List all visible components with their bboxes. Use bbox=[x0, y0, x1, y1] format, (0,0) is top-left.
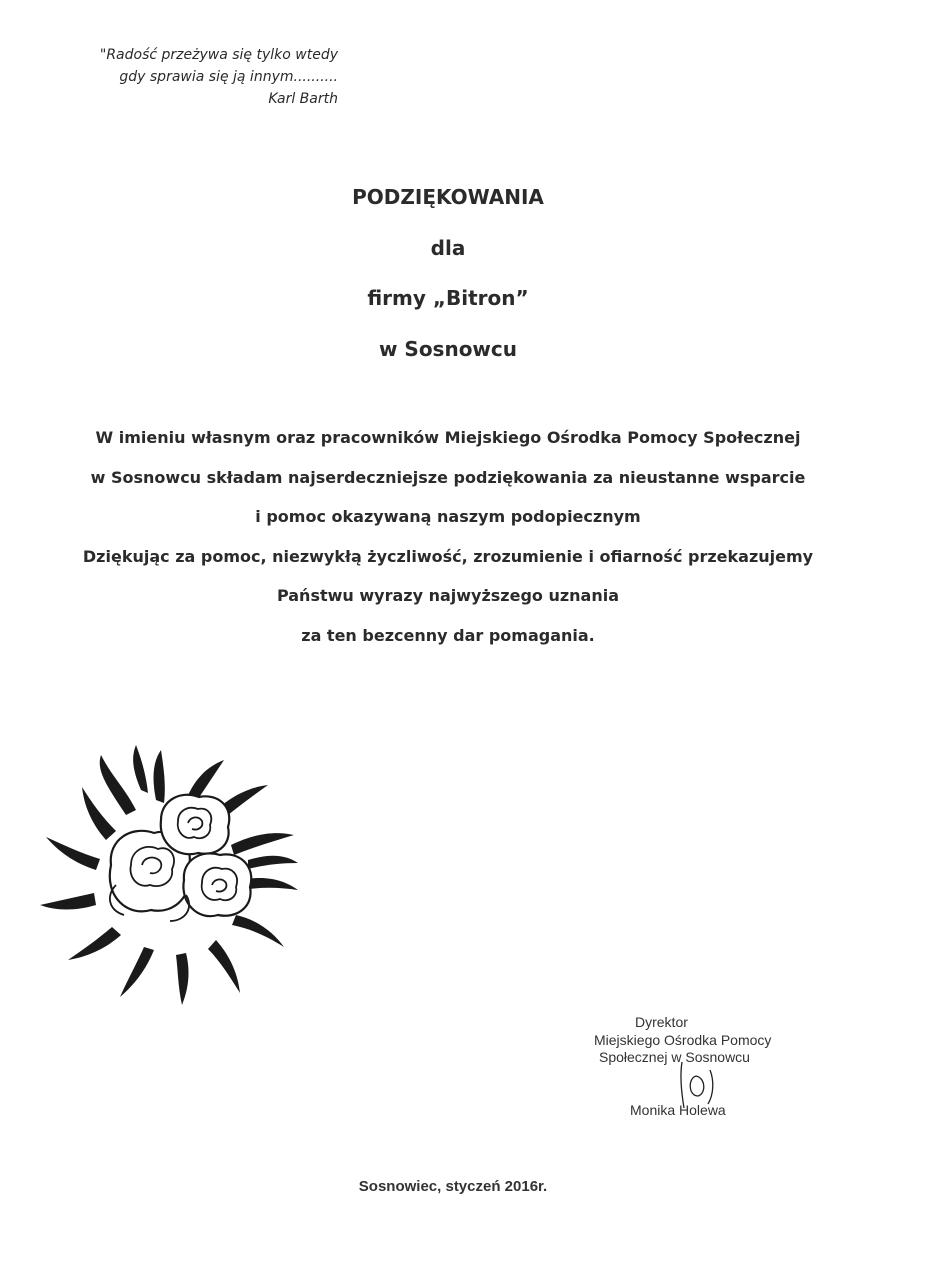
roses-illustration bbox=[36, 745, 301, 1010]
body-line: za ten bezcenny dar pomagania. bbox=[301, 625, 595, 645]
heading-line-city: w Sosnowcu bbox=[378, 337, 518, 361]
quote-author: Karl Barth bbox=[268, 91, 338, 107]
body-line: w Sosnowcu składam najserdeczniejsze podziękowania za nieustanne wsparcie bbox=[90, 467, 806, 487]
quote-line: gdy sprawia się ją innym.......... bbox=[119, 69, 338, 85]
document-title: PODZIĘKOWANIA bbox=[352, 185, 544, 209]
quote-line: "Radość przeżywa się tylko wtedy bbox=[99, 47, 338, 63]
place-and-date: Sosnowiec, styczeń 2016r. bbox=[358, 1178, 548, 1195]
thanks-body bbox=[0, 418, 896, 655]
signatory-title: Dyrektor bbox=[635, 1014, 688, 1030]
body-line: Dziękując za pomoc, niezwykłą życzliwość, zrozumienie i ofiarność przekazujemy bbox=[82, 546, 814, 566]
heading-line-company: firmy „Bitron” bbox=[367, 286, 529, 310]
body-line: W imieniu własnym oraz pracowników Miejskiego Ośrodka Pomocy Społecznej bbox=[95, 428, 801, 447]
signatory-org-line: Miejskiego Ośrodka Pomocy bbox=[594, 1032, 772, 1048]
body-line: i pomoc okazywaną naszym podopiecznym bbox=[255, 507, 641, 526]
epigraph-quote bbox=[62, 44, 338, 110]
heading-line-dla: dla bbox=[430, 236, 466, 260]
signatory-name: Monika Holewa bbox=[630, 1102, 726, 1118]
signatory-org-line: Społecznej w Sosnowcu bbox=[599, 1049, 750, 1065]
body-line: Państwu wyrazy najwyższego uznania bbox=[276, 586, 620, 605]
